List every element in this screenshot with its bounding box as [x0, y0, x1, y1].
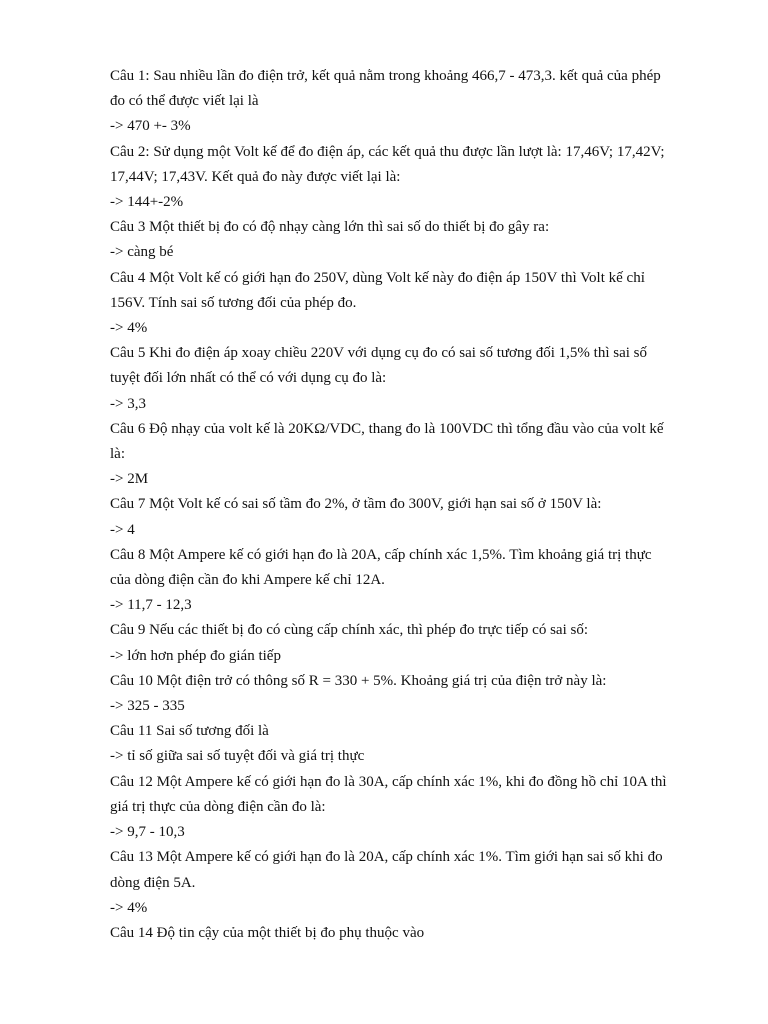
q5-line-2: tuyệt đối lớn nhất có thể có với dụng cụ đo là:	[110, 370, 387, 387]
q6-line-2: là:	[110, 446, 125, 463]
q10-line-1: Câu 10 Một điện trở có thông số R = 330 + 5%. Khoảng giá trị của điện trở này là:	[110, 672, 607, 689]
document-page	[110, 64, 690, 946]
q14-line-1: Câu 14 Độ tin cậy của một thiết bị đo phụ thuộc vào	[110, 924, 425, 941]
q8-line-1: Câu 8 Một Ampere kế có giới hạn đo là 20A, cấp chính xác 1,5%. Tìm khoảng giá trị thực	[110, 546, 652, 563]
q8-line-2: của dòng điện cần đo khi Ampere kế chỉ 12A.	[110, 572, 385, 589]
q10-answer: -> 325 - 335	[110, 698, 185, 715]
q4-line-1: Câu 4 Một Volt kế có giới hạn đo 250V, dùng Volt kế này đo điện áp 150V thì Volt kế chỉ	[110, 269, 645, 286]
q1-answer: -> 470 +- 3%	[110, 118, 191, 135]
q13-line-1: Câu 13 Một Ampere kế có giới hạn đo là 20A, cấp chính xác 1%. Tìm giới hạn sai số khi đo	[110, 849, 663, 866]
q6-line-1: Câu 6 Độ nhạy của volt kế là 20KΩ/VDC, thang đo là 100VDC thì tổng đầu vào của volt kế	[110, 420, 664, 437]
q9-line-1: Câu 9 Nếu các thiết bị đo có cùng cấp chính xác, thì phép đo trực tiếp có sai số:	[110, 622, 588, 639]
q4-line-2: 156V. Tính sai số tương đối của phép đo.	[110, 294, 357, 311]
q11-answer: -> tỉ số giữa sai số tuyệt đối và giá trị thực	[110, 748, 365, 765]
q13-answer: -> 4%	[110, 899, 148, 916]
q6-answer: -> 2M	[110, 471, 149, 488]
q3-line-1: Câu 3 Một thiết bị đo có độ nhạy càng lớn thì sai số do thiết bị đo gây ra:	[110, 219, 550, 236]
q9-answer: -> lớn hơn phép đo gián tiếp	[110, 647, 281, 664]
q3-answer: -> càng bé	[110, 244, 174, 261]
q2-line-1: Câu 2: Sử dụng một Volt kế để đo điện áp, các kết quả thu được lần lượt là: 17,46V; 17,42V;	[110, 143, 665, 160]
q11-line-1: Câu 11 Sai số tương đối là	[110, 723, 269, 740]
q1-line-1: Câu 1: Sau nhiều lần đo điện trở, kết quả nằm trong khoảng 466,7 - 473,3. kết quả của phép	[110, 68, 661, 84]
q5-answer: -> 3,3	[110, 395, 146, 412]
q12-line-2: giá trị thực của dòng điện cần đo là:	[110, 798, 326, 815]
q8-answer: -> 11,7 - 12,3	[110, 597, 192, 614]
q13-line-2: dòng điện 5A.	[110, 874, 196, 891]
q12-answer: -> 9,7 - 10,3	[110, 824, 185, 841]
q2-answer: -> 144+-2%	[110, 194, 184, 211]
q1-line-2: đo có thể được viết lại là	[110, 93, 259, 110]
q7-line-1: Câu 7 Một Volt kế có sai số tầm đo 2%, ở tầm đo 300V, giới hạn sai số ở 150V là:	[110, 496, 602, 513]
q12-line-1: Câu 12 Một Ampere kế có giới hạn đo là 30A, cấp chính xác 1%, khi đo đồng hồ chỉ 10A thì	[110, 773, 667, 790]
q5-line-1: Câu 5 Khi đo điện áp xoay chiều 220V với dụng cụ đo có sai số tương đối 1,5% thì sai số	[110, 345, 647, 362]
q7-answer: -> 4	[110, 521, 135, 538]
q2-line-2: 17,44V; 17,43V. Kết quả đo này được viết lại là:	[110, 168, 401, 185]
q4-answer: -> 4%	[110, 320, 148, 337]
